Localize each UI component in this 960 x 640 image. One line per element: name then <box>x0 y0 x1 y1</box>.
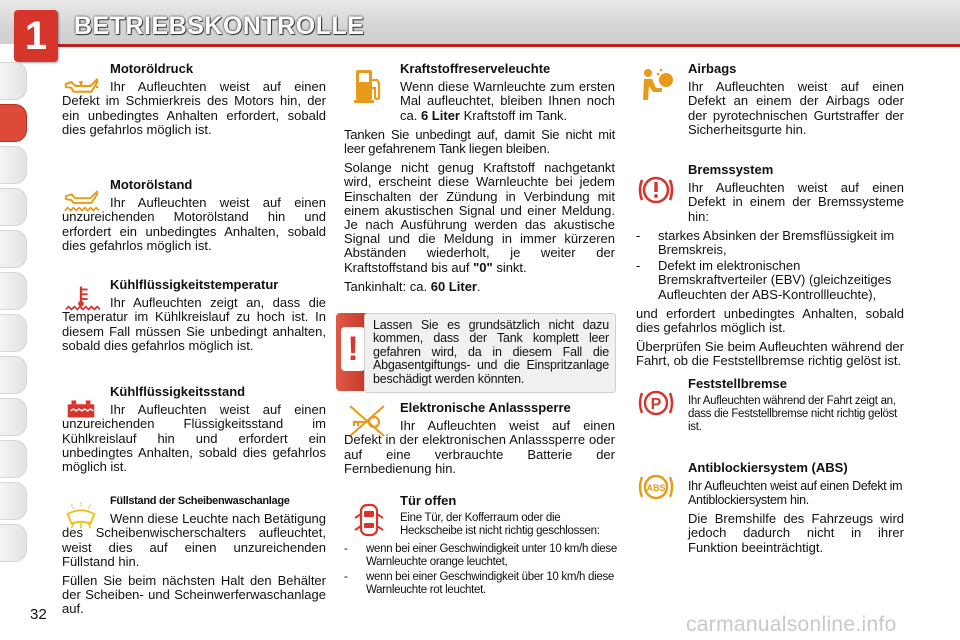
page-title: BETRIEBSKONTROLLE <box>74 12 365 40</box>
list-item: - Defekt im elektronischen Bremskraftverteiler (EBV) (gleichzeitiges Aufleuchten der ABS-Kontrollleuchte), <box>636 259 904 302</box>
fuel-zero: "0" <box>473 259 493 275</box>
brake-list <box>636 229 904 302</box>
fuel-paragraph-3 <box>344 161 615 275</box>
index-tab[interactable] <box>0 440 27 478</box>
index-tab[interactable] <box>0 524 27 562</box>
section-title: Feststellbremse <box>688 376 787 391</box>
svg-text:P: P <box>650 396 662 413</box>
exclamation-icon: ! <box>341 327 365 371</box>
section-airbags <box>636 62 904 142</box>
fuel-p3-end: sinkt. <box>496 259 527 275</box>
section-text: Eine Tür, der Kofferraum oder die Heckscheibe ist nicht richtig geschlossen: <box>400 512 600 538</box>
header-rule <box>58 44 960 47</box>
fuel-amount: 6 Liter <box>420 107 460 123</box>
list-item: - wenn bei einer Geschwindigkeit über 10 km/h diese Warnleuchte rot leuchtet. <box>344 571 618 597</box>
section-title: Kühlflüssigkeitsstand <box>110 384 246 399</box>
section-title: Kraftstoffreserveleuchte <box>400 61 551 76</box>
section-washer-fluid <box>62 494 326 622</box>
section-text-2: Die Bremshilfe des Fahrzeugs wird jedoch dadurch nicht in ihrer Funktion beeinträchtigt. <box>688 511 904 555</box>
warning-text: Lassen Sie es grundsätzlich nicht dazu kommen, dass der Tank komplett leer gefahren wird, da in diesem Fall die Abgasentgiftungs- und die Einspritzanlage beschädigt werden könnten. <box>373 318 609 386</box>
tank-capacity-value: 60 Liter <box>430 278 477 294</box>
section-title: Tür offen <box>400 493 457 508</box>
section-text-2: Füllen Sie beim nächsten Halt den Behälter der Scheiben- und Scheinwerferwaschanlage auf. <box>62 573 326 617</box>
section-text: Ihr Aufleuchten weist auf einen Defekt in einem der Bremssysteme hin: <box>688 180 904 224</box>
door-open-list <box>344 543 618 597</box>
index-tab[interactable] <box>0 398 27 436</box>
fuel-text: Wenn diese Warnleuchte zum ersten Mal aufleuchtet, bleiben Ihnen noch ca. <box>400 79 615 123</box>
index-tab-active[interactable] <box>0 104 27 142</box>
section-title: Airbags <box>688 61 737 76</box>
index-tab[interactable] <box>0 62 27 100</box>
section-title: Elektronische Anlasssperre <box>400 400 571 415</box>
section-text: Wenn diese Leuchte nach Betätigung des Scheibenwischerschalters aufleuchtet, weist dies auf einen unzureichenden Füllstand hin. <box>62 511 326 569</box>
chapter-number: 1 <box>14 10 58 62</box>
index-tab[interactable] <box>0 188 27 226</box>
section-parking-brake <box>636 377 904 439</box>
tank-capacity-label: Tankinhalt: ca. <box>344 278 428 294</box>
index-tab[interactable] <box>0 146 27 184</box>
section-abs <box>636 461 904 560</box>
svg-text:ABS: ABS <box>646 483 666 493</box>
section-title: Motorölstand <box>110 177 193 192</box>
section-text: Ihr Aufleuchten weist auf einen Defekt im Schmierkreis des Motors hin, der ein unbedingtes Anhalten erfordert, sobald dies gefahrlos möglich ist. <box>62 79 326 137</box>
watermark: carmanualsonline.info <box>686 613 897 636</box>
page-number: 32 <box>30 606 47 623</box>
section-text: Ihr Aufleuchten weist auf einen unzureichenden Motorölstand hin und erfordert ein unbedingtes Anhalten, sobald dies gefahrlos möglich ist. <box>62 195 326 253</box>
section-title: Kühlflüssigkeitstemperatur <box>110 277 279 292</box>
section-title: Füllstand der Scheibenwaschanlage <box>110 495 290 507</box>
index-tab[interactable] <box>0 314 27 352</box>
index-tab[interactable] <box>0 356 27 394</box>
list-item: - wenn bei einer Geschwindigkeit unter 10 km/h diese Warnleuchte orange leuchtet, <box>344 543 618 569</box>
section-text: Ihr Aufleuchten weist auf einen Defekt im Antiblockiersystem hin. <box>688 479 903 508</box>
list-item: - starkes Absinken der Bremsflüssigkeit im Bremskreis, <box>636 229 904 257</box>
section-text <box>400 80 615 123</box>
section-text: Ihr Aufleuchten zeigt an, dass die Temperatur im Kühlkreislauf zu hoch ist. In diesem Fall müssen Sie unbedingt anhalten, sobald dies gefahrlos möglich ist. <box>62 295 326 353</box>
section-title: Motoröldruck <box>110 61 194 76</box>
section-text: Ihr Aufleuchten weist auf einen unzureichenden Flüssigkeitsstand im Kühlkreislauf hin und erfordert ein unbedingtes Anhalten, sobald dies gefahrlos möglich ist. <box>62 402 326 475</box>
tank-capacity <box>344 280 615 294</box>
tank-capacity-end: . <box>476 278 481 294</box>
brake-paragraph-2: und erfordert unbedingtes Anhalten, sobald dies gefahrlos möglich ist. <box>636 305 904 336</box>
section-oil-pressure <box>62 62 326 142</box>
index-tab[interactable] <box>0 482 27 520</box>
section-text: Ihr Aufleuchten weist auf einen Defekt in der elektronischen Anlasssperre oder auf eine verbrauchte Batterie der Fernbedienung hin. <box>344 418 615 476</box>
warning-box <box>364 313 616 393</box>
section-coolant-temp <box>62 278 326 358</box>
index-tab[interactable] <box>0 230 27 268</box>
fuel-paragraph-2: Tanken Sie unbedingt auf, damit Sie nicht mit leer gefahrenem Tank liegen bleiben. <box>344 126 615 157</box>
index-tab[interactable] <box>0 272 27 310</box>
chapter-index-tabs <box>0 62 26 566</box>
section-title: Bremssystem <box>688 162 774 177</box>
section-title: Antiblockiersystem (ABS) <box>688 460 848 475</box>
section-coolant-level <box>62 385 326 479</box>
section-text: Ihr Aufleuchten weist auf einen Defekt an einem der Airbags oder der pyrotechnischen Gurtstraffer der Sicherheitsgurte hin. <box>688 79 904 137</box>
fuel-p3-text: Solange nicht genug Kraftstoff nachgetankt wird, erscheint diese Warnleuchte bei jedem Einschalten der Zündung in Verbindung mit einem akustischen Signal und einer Meldung. Je nach Ausführung werden das akustische Signal und die Meldung in immer kürzeren Abständen wiederholt, je weiter der Kraftstoffstand bis auf <box>344 160 615 275</box>
section-door-open <box>344 494 618 602</box>
section-immobiliser <box>344 401 615 481</box>
section-text: Ihr Aufleuchten während der Fahrt zeigt an, dass die Feststellbremse nicht richtig gelöst ist. <box>688 395 897 434</box>
section-brakes <box>636 163 904 374</box>
fuel-text-end: Kraftstoff im Tank. <box>463 107 568 123</box>
section-fuel <box>344 62 615 299</box>
brake-paragraph-3: Überprüfen Sie beim Aufleuchten während der Fahrt, ob die Feststellbremse richtig gelöst ist. <box>636 339 904 369</box>
section-oil-level <box>62 178 326 258</box>
